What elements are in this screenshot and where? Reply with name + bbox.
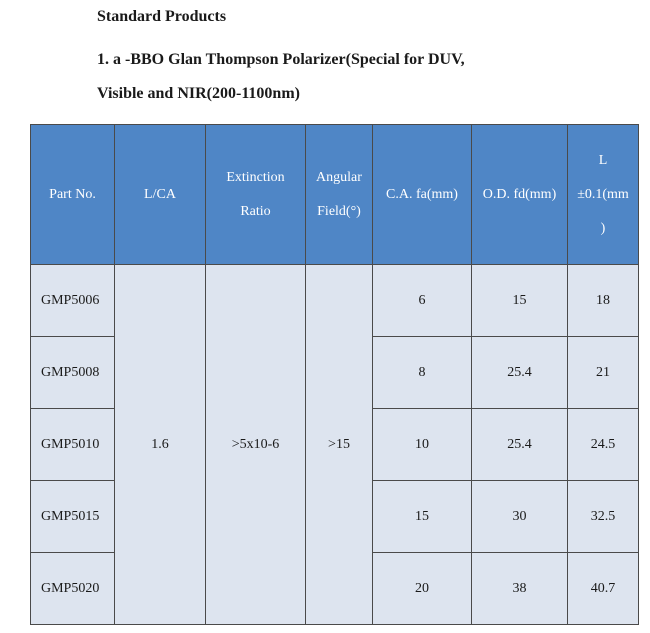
cell-part-no: GMP5010 (31, 409, 115, 481)
cell-part-no: GMP5015 (31, 481, 115, 553)
table-header-row (31, 125, 639, 265)
cell-part-no: GMP5020 (31, 553, 115, 625)
cell-length: 21 (568, 337, 639, 409)
cell-clear-aperture: 6 (373, 265, 472, 337)
cell-clear-aperture: 20 (373, 553, 472, 625)
cell-length: 18 (568, 265, 639, 337)
header-lca: L/CA (115, 125, 206, 265)
header-angular-field: Angular Field(°) (306, 125, 373, 265)
cell-clear-aperture: 10 (373, 409, 472, 481)
cell-length: 40.7 (568, 553, 639, 625)
header-part-no: Part No. (31, 125, 115, 265)
cell-lca-shared: 1.6 (115, 265, 206, 625)
cell-length: 24.5 (568, 409, 639, 481)
cell-part-no: GMP5006 (31, 265, 115, 337)
product-title-line-1: 1. a -BBO Glan Thompson Polarizer(Special for DUV, (97, 51, 465, 68)
cell-angular-field-shared: >15 (306, 265, 373, 625)
header-length: L ±0.1(mm ) (568, 125, 639, 265)
header-outer-diameter: O.D. fd(mm) (472, 125, 568, 265)
cell-outer-diameter: 25.4 (472, 409, 568, 481)
product-title-line-2: Visible and NIR(200-1100nm) (97, 85, 300, 102)
cell-outer-diameter: 25.4 (472, 337, 568, 409)
cell-part-no: GMP5008 (31, 337, 115, 409)
cell-extinction-ratio-shared: >5x10-6 (206, 265, 306, 625)
cell-clear-aperture: 15 (373, 481, 472, 553)
cell-outer-diameter: 15 (472, 265, 568, 337)
cell-outer-diameter: 38 (472, 553, 568, 625)
header-extinction-ratio: Extinction Ratio (206, 125, 306, 265)
header-clear-aperture: C.A. fa(mm) (373, 125, 472, 265)
cell-outer-diameter: 30 (472, 481, 568, 553)
cell-clear-aperture: 8 (373, 337, 472, 409)
table-row (31, 265, 639, 337)
cell-length: 32.5 (568, 481, 639, 553)
section-title: Standard Products (97, 8, 227, 25)
product-spec-table (30, 124, 639, 625)
